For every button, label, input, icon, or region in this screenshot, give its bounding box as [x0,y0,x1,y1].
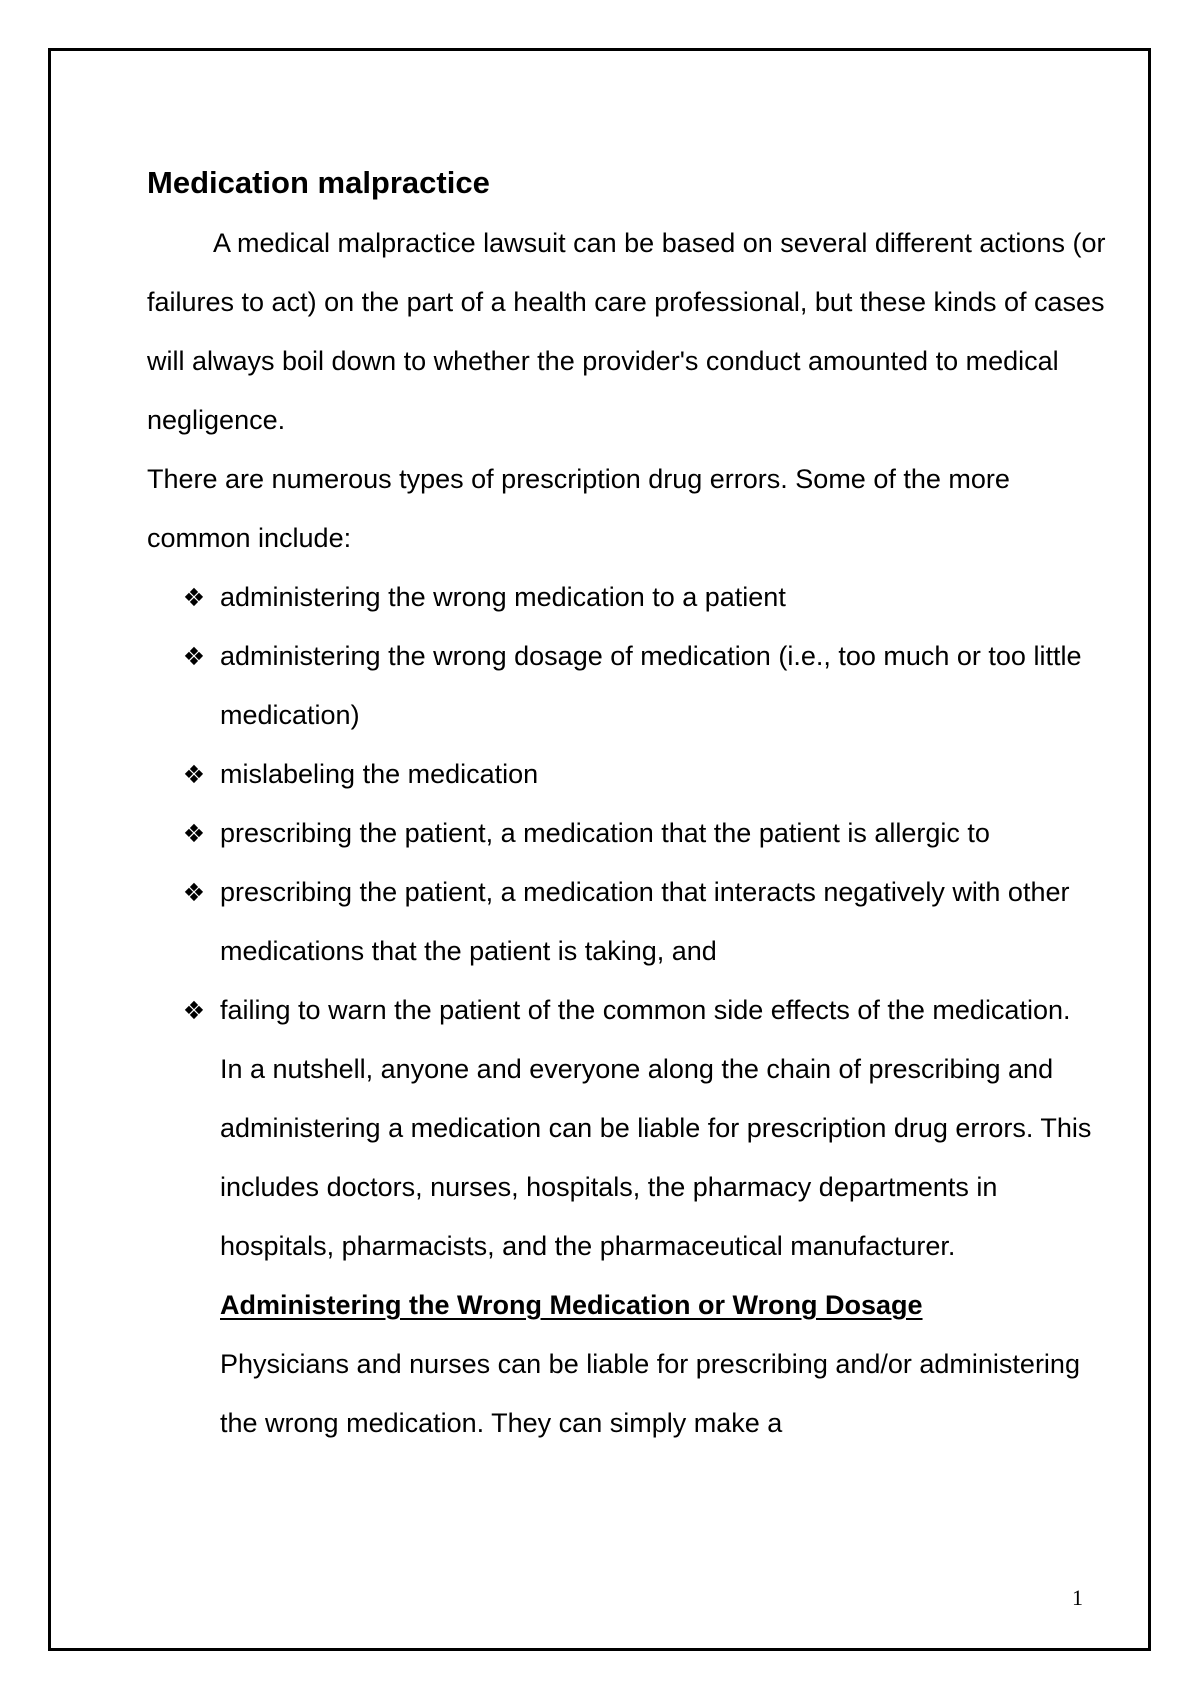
four-petal-diamond-icon: ❖ [182,760,206,789]
list-item [147,981,1107,1040]
list-item-text: failing to warn the patient of the common side effects of the medication. [220,995,1071,1025]
four-petal-diamond-icon: ❖ [182,996,206,1025]
four-petal-diamond-icon: ❖ [182,583,206,612]
list-item [147,568,1107,627]
list-item-text: prescribing the patient, a medication that the patient is allergic to [220,818,990,848]
nutshell-paragraph: In a nutshell, anyone and everyone along the chain of prescribing and administering a medication can be liable for prescription drug errors. This includes doctors, nurses, hospitals, the pharmacy departments in hospitals, pharmacists, and the pharmaceutical manufacturer. [220,1054,1092,1261]
list-item [147,745,1107,804]
four-petal-diamond-icon: ❖ [182,642,206,671]
four-petal-diamond-icon: ❖ [182,819,206,848]
list-item-text: mislabeling the medication [220,759,539,789]
types-paragraph: There are numerous types of prescription drug errors. Some of the more common include: [147,464,1010,553]
document-title: Medication malpractice [147,165,490,200]
continuation-block [147,1040,1107,1453]
error-types-list [147,568,1107,1040]
four-petal-diamond-icon: ❖ [182,878,206,907]
document-body [147,158,1107,1453]
final-paragraph: Physicians and nurses can be liable for prescribing and/or administering the wrong medication. They can simply make a [220,1349,1080,1438]
list-item-text: prescribing the patient, a medication that interacts negatively with other medications that the patient is taking, and [220,877,1070,966]
list-item-text: administering the wrong medication to a patient [220,582,786,612]
intro-paragraph: A medical malpractice lawsuit can be based on several different actions (or failures to act) on the part of a health care professional, but these kinds of cases will always boil down to whether the provider's conduct amounted to medical negligence. [147,228,1106,435]
list-item [147,863,1107,981]
page-number: 1 [1072,1585,1083,1610]
list-item [147,627,1107,745]
list-item-text: administering the wrong dosage of medication (i.e., too much or too little medication) [220,641,1082,730]
list-item [147,804,1107,863]
section-subheading: Administering the Wrong Medication or Wrong Dosage [220,1290,923,1320]
